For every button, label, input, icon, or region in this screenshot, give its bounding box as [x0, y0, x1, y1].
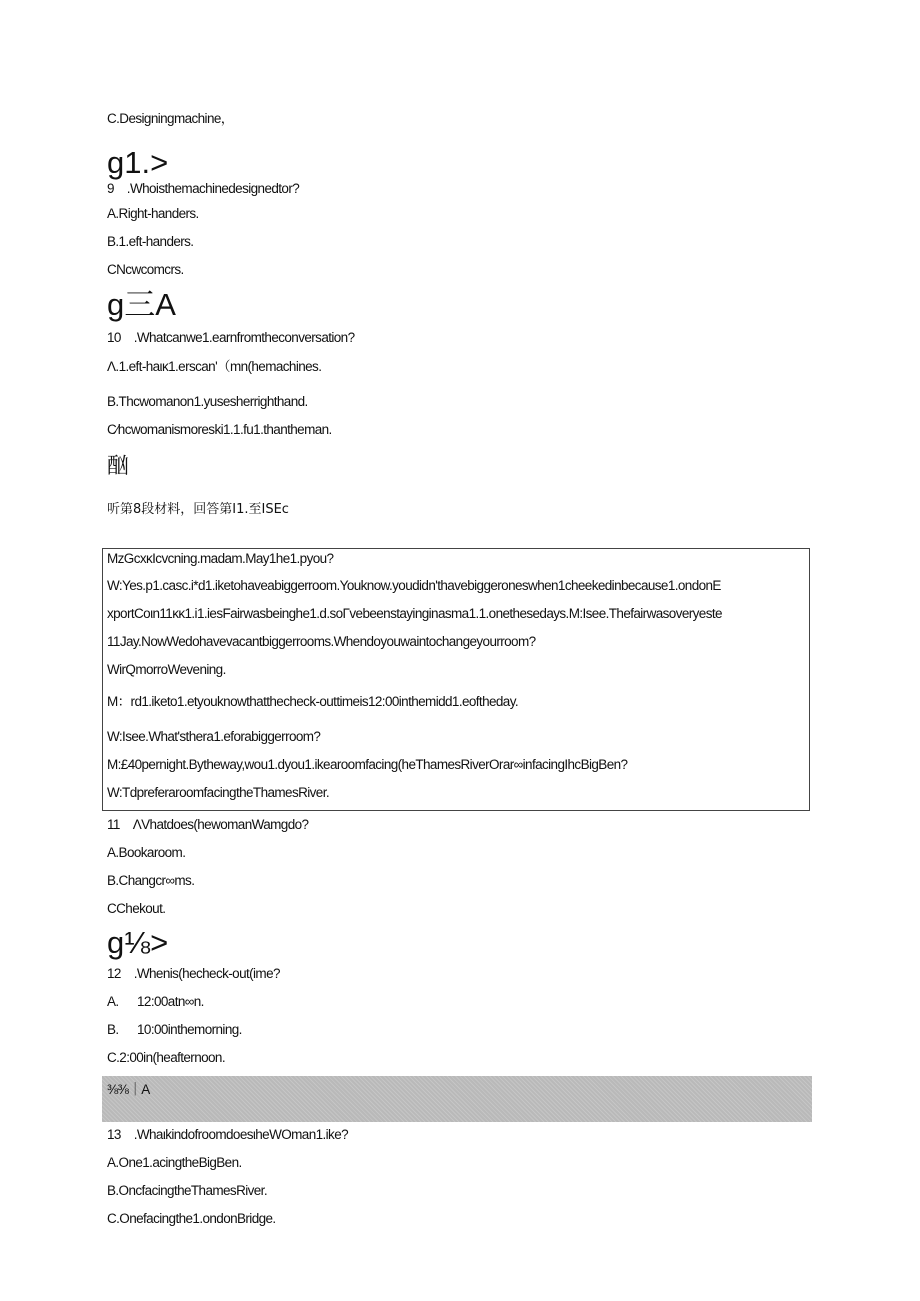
q11-option-a: A.Bookaroom.: [107, 845, 186, 860]
handwritten-mark-1: g1.>: [107, 145, 169, 180]
transcript-line: M:£40pernight.Bytheway,wou1.dyou1.ikearoomfacing(heThamesRiverOrar∞infacingIhcBigBen?: [107, 757, 628, 772]
transcript-line: MzGcxκIcvcning.madam.May1he1.pyou?: [107, 551, 334, 566]
q10-option-b: B.Thcwomanon1.yusesherrighthand.: [107, 394, 308, 409]
transcript-line: W:Yes.p1.casc.i*d1.iketohaveabiggerroom.Youknow.youdidn'thavebiggeroneswhen1cheekedinbecause1.ondonE: [107, 578, 721, 593]
option-key: B.: [107, 1022, 119, 1037]
question-13: 13 .WhaιkindofroomdoesιheWOman1.ike?: [107, 1127, 349, 1142]
q11-option-b: B.Changcr∞ms.: [107, 873, 195, 888]
q9-option-a: A.Right-handers.: [107, 206, 199, 221]
shaded-answer-text: ⅜⅜｜A: [107, 1082, 150, 1097]
transcript-line: W:TdpreferaroomfacingtheThamesRiver.: [107, 785, 330, 800]
q13-option-a: A.One1.acingtheBigBen.: [107, 1155, 242, 1170]
transcript-line: W:Isee.What'sthera1.eforabiggerroom?: [107, 729, 321, 744]
q9-option-b: B.1.eft-handers.: [107, 234, 194, 249]
question-11: 11 ΛVhatdoes(hewomanWamgdo?: [107, 817, 309, 832]
transcript-line: M：rd1.iketo1.etyouknowthatthecheck-outtimeis12:00inthemidd1.eoftheday.: [107, 694, 519, 709]
option-text: 10:00inthemorning.: [137, 1022, 242, 1037]
question-9: 9 .Whoisthemachinedesignedtor?: [107, 181, 300, 196]
option-text: 12:00atn∞n.: [137, 994, 204, 1009]
q12-option-c: C.2:00in(heafternoon.: [107, 1050, 225, 1065]
q9-option-c: CNcwcomcrs.: [107, 262, 184, 277]
handwritten-mark-4: g⅛>: [107, 925, 169, 960]
transcript-box: [102, 548, 810, 811]
q11-option-c: CChekout.: [107, 901, 166, 916]
handwritten-mark-3: 酗: [107, 454, 130, 479]
option-c-designing-machine: C.Designingmachine，: [107, 111, 234, 126]
q12-option-b: [107, 1021, 242, 1039]
q13-option-c: C.Onefacingthe1.ondonBridge.: [107, 1211, 276, 1226]
section-8-instruction: 听第8段材料，回答第I1.至ISEc: [107, 502, 289, 517]
option-key: A.: [107, 994, 119, 1009]
q12-option-a: [107, 993, 204, 1011]
shaded-answer-bar: [102, 1076, 812, 1122]
question-12: 12 .Whenis(hecheck-out(ime?: [107, 966, 280, 981]
q10-option-c: C∕hcwomanismoreski1.1.fu1.thantheman.: [107, 422, 332, 437]
q13-option-b: B.OncfacingtheThamesRiver.: [107, 1183, 267, 1198]
transcript-line: 11Jay.NowWedohavevacantbiggerrooms.Whendoyouwaintochangeyourroom?: [107, 634, 536, 649]
question-10: 10 .Whatcanwe1.earnfromtheconversation?: [107, 330, 355, 345]
transcript-line: WirQmorroWevening.: [107, 662, 226, 677]
transcript-line: xportCoιn11κκ1.i1.iesFairwasbeinghe1.d.soΓvebeenstayinginasma1.1.onethesedays.M:Isee.Thefairwasoveryeste: [107, 606, 722, 621]
handwritten-mark-2: g三A: [107, 287, 176, 322]
q10-option-a: Λ.1.eft-haικ1.erscan'（mn(hemachines.: [107, 359, 322, 374]
